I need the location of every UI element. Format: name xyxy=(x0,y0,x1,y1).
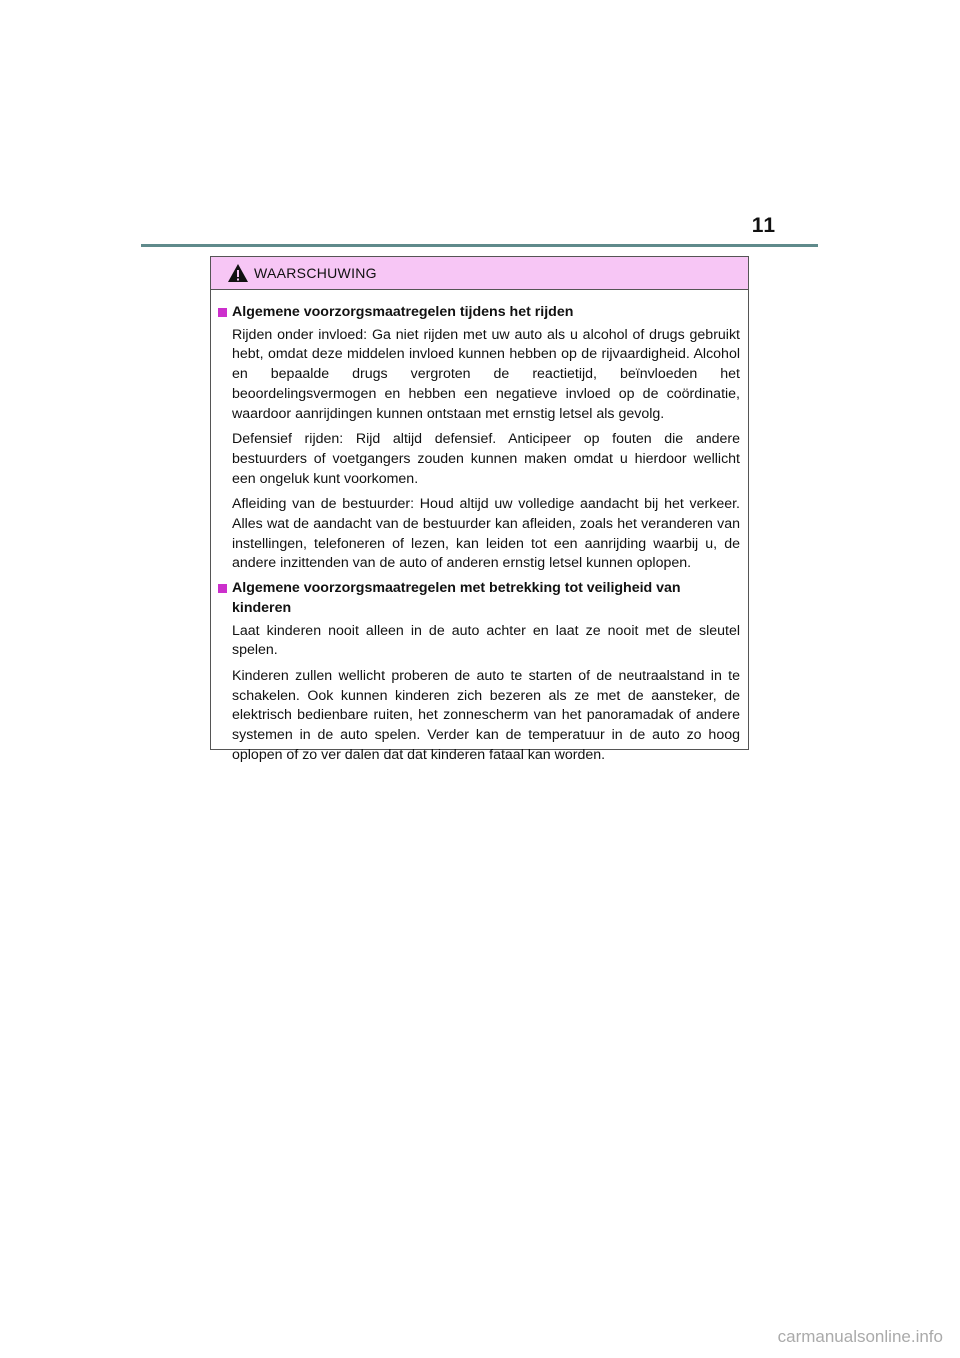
section-child-safety xyxy=(218,579,740,765)
section-heading-text: Algemene voorzorgsmaatregelen tijdens het rijden xyxy=(232,304,574,320)
section-heading-text: Algemene voorzorgsmaatregelen met betrekking tot veiligheid van kinderen xyxy=(232,580,681,616)
section-heading xyxy=(218,303,740,323)
header-rule xyxy=(141,244,818,247)
square-bullet-icon xyxy=(218,584,227,593)
section-heading xyxy=(218,579,740,618)
page-number: 11 xyxy=(751,214,776,237)
warning-box xyxy=(210,256,749,763)
footer-watermark: carmanualsonline.info xyxy=(777,1327,943,1346)
warning-triangle-icon xyxy=(227,263,249,283)
warning-header xyxy=(211,257,748,290)
paragraph: Defensief rijden: Rijd altijd defensief. Anticipeer op fouten die andere bestuurders of voetgangers zouden kunnen maken omdat u hierdoor wellicht een ongeluk kunt voorkomen. xyxy=(232,431,740,487)
paragraph: Afleiding van de bestuurder: Houd altijd uw volledige aandacht bij het verkeer. Alles wat de aandacht van de bestuurder kan afleiden, zoals het veranderen van instellingen, telefoneren of lezen, kan leiden tot een aanrijding waarbij u, de andere inzittenden van de auto of anderen ernstig letsel kunnen oplopen. xyxy=(232,496,740,572)
warning-content xyxy=(211,290,748,765)
square-bullet-icon xyxy=(218,308,227,317)
section-driving-precautions xyxy=(218,303,740,574)
paragraph: Kinderen zullen wellicht proberen de auto te starten of de neutraalstand in te schakelen. Ook kunnen kinderen zich bezeren als ze met de aansteker, de elektrisch bedienbare ruiten, het zonnescherm van het panoramadak of andere systemen in de auto spelen. Verder kan de temperatuur in de auto zo hoog oplopen of zo ver dalen dat dat kinderen fataal kan worden. xyxy=(232,667,740,763)
paragraph: Rijden onder invloed: Ga niet rijden met uw auto als u alcohol of drugs gebruikt hebt, omdat deze middelen invloed kunnen hebben op de rijvaardigheid. Alcohol en bepaalde drugs vergroten de reactietijd, beïnvloeden het beoordelingsvermogen en hebben een negatieve invloed op de coördinatie, waardoor aanrijdingen kunnen ontstaan met ernstig letsel als gevolg. xyxy=(232,326,740,422)
warning-title: WAARSCHUWING xyxy=(254,265,377,281)
paragraph: Laat kinderen nooit alleen in de auto achter en laat ze nooit met de sleutel spelen. xyxy=(232,622,740,659)
